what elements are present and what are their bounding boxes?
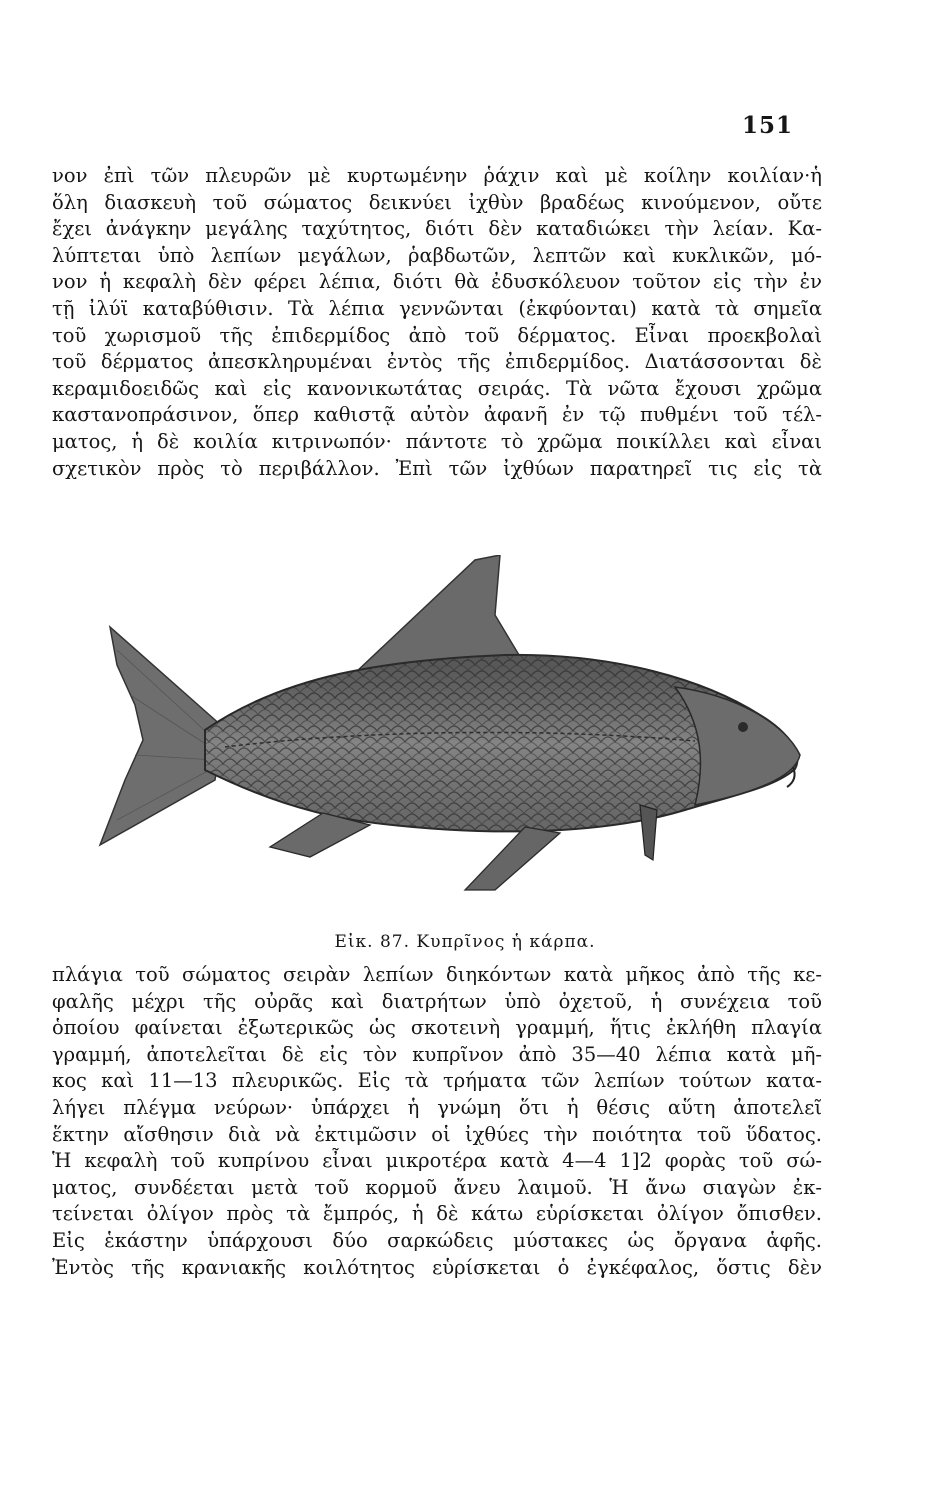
text-line: καστανοπράσινον, ὅπερ καθιστᾷ αὐτὸν ἀφανῆ ἐν τῷ πυθμένι τοῦ τέλ-	[52, 403, 822, 427]
text-line: ματος, συνδέεται μετὰ τοῦ κορμοῦ ἄνευ λαιμοῦ. Ἡ ἄνω σιαγὼν ἐκ-	[52, 1175, 822, 1199]
text-line: Ἐντὸς τῆς κρανιακῆς κοιλότητος εὑρίσκεται ὁ ἐγκέφαλος, ὅστις δὲν	[52, 1255, 822, 1279]
text-line: ὁποίου φαίνεται ἐξωτερικῶς ὡς σκοτεινὴ γραμμή, ἥτις ἐκλήθη πλαγία	[52, 1016, 822, 1040]
text-line: σχετικὸν πρὸς τὸ περιβάλλον. Ἐπὶ τῶν ἰχθύων παρατηρεῖ τις εἰς τὰ	[52, 456, 822, 480]
text-line: τοῦ δέρματος ἀπεσκληρυμέναι ἐντὸς τῆς ἐπιδερμίδος. Διατάσσονται δὲ	[52, 350, 822, 374]
pelvic-fin	[465, 827, 560, 890]
text-line: ματος, ἡ δὲ κοιλία κιτρινωπόν· πάντοτε τὸ χρῶμα ποικίλλει καὶ εἶναι	[52, 429, 822, 453]
text-line: λύπτεται ὑπὸ λεπίων μεγάλων, ῥαβδωτῶν, λεπτῶν καὶ κυκλικῶν, μό-	[52, 243, 822, 267]
paragraph-bottom	[52, 962, 822, 1281]
text-line: φαλῆς μέχρι τῆς οὐρᾶς καὶ διατρήτων ὑπὸ ὀχετοῦ, ἡ συνέχεια τοῦ	[52, 989, 822, 1013]
text-line: νον ἐπὶ τῶν πλευρῶν μὲ κυρτωμένην ῥάχιν καὶ μὲ κοίλην κοιλίαν·ἡ	[52, 164, 822, 187]
text-line: ὅλη διασκευὴ τοῦ σώματος δεικνύει ἰχθὺν βραδέως κινούμενον, οὔτε	[52, 190, 822, 214]
pectoral-fin	[640, 805, 657, 860]
eye	[738, 722, 748, 732]
carp-illustration	[55, 555, 815, 915]
text-line: τοῦ χωρισμοῦ τῆς ἐπιδερμίδος ἀπὸ τοῦ δέρματος. Εἶναι προεκβολαὶ	[52, 323, 822, 347]
page-number: 151	[742, 112, 794, 139]
text-line: πλάγια τοῦ σώματος σειρὰν λεπίων διηκόντων κατὰ μῆκος ἀπὸ τῆς κε-	[52, 963, 822, 986]
text-line: Ἡ κεφαλὴ τοῦ κυπρίνου εἶναι μικροτέρα κατὰ 4—4 1]2 φορὰς τοῦ σώ-	[52, 1149, 822, 1173]
paragraph-top	[52, 163, 822, 482]
figure-caption: Εἰκ. 87. Κυπρῖνος ἡ κάρπα.	[334, 932, 596, 952]
text-line: νον ἡ κεφαλὴ δὲν φέρει λέπια, διότι θὰ ἐδυσκόλευον τοῦτον εἰς τὴν ἐν	[52, 270, 822, 294]
text-line: λήγει πλέγμα νεύρων· ὑπάρχει ἡ γνώμη ὅτι ἡ θέσις αὕτη ἀποτελεῖ	[52, 1095, 822, 1119]
text-line: ἕκτην αἴσθησιν διὰ νὰ ἐκτιμῶσιν οἱ ἰχθύες τὴν ποιότητα τοῦ ὕδατος.	[52, 1122, 822, 1146]
text-line: τείνεται ὀλίγον πρὸς τὰ ἔμπρός, ἡ δὲ κάτω εὑρίσκεται ὀλίγον ὄπισθεν.	[52, 1202, 822, 1226]
text-line: τῇ ἰλύϊ καταβύθισιν. Τὰ λέπια γεννῶνται (ἐκφύονται) κατὰ τὰ σημεῖα	[52, 296, 822, 320]
text-line: κος καὶ 11—13 πλευρικῶς. Εἰς τὰ τρήματα τῶν λεπίων τούτων κατα-	[52, 1069, 822, 1093]
text-line: γραμμή, ἀποτελεῖται δὲ εἰς τὸν κυπρῖνον ἀπὸ 35—40 λέπια κατὰ μῆ-	[52, 1042, 822, 1066]
text-line: Εἰς ἑκάστην ὑπάρχουσι δύο σαρκώδεις μύστακες ὡς ὄργανα ἁφῆς.	[52, 1228, 822, 1252]
text-line: κεραμιδοειδῶς καὶ εἰς κανονικωτάτας σειράς. Τὰ νῶτα ἔχουσι χρῶμα	[52, 376, 822, 400]
text-line: ἔχει ἀνάγκην μεγάλης ταχύτητος, διότι δὲν καταδιώκει τὴν λείαν. Κα-	[52, 217, 822, 241]
